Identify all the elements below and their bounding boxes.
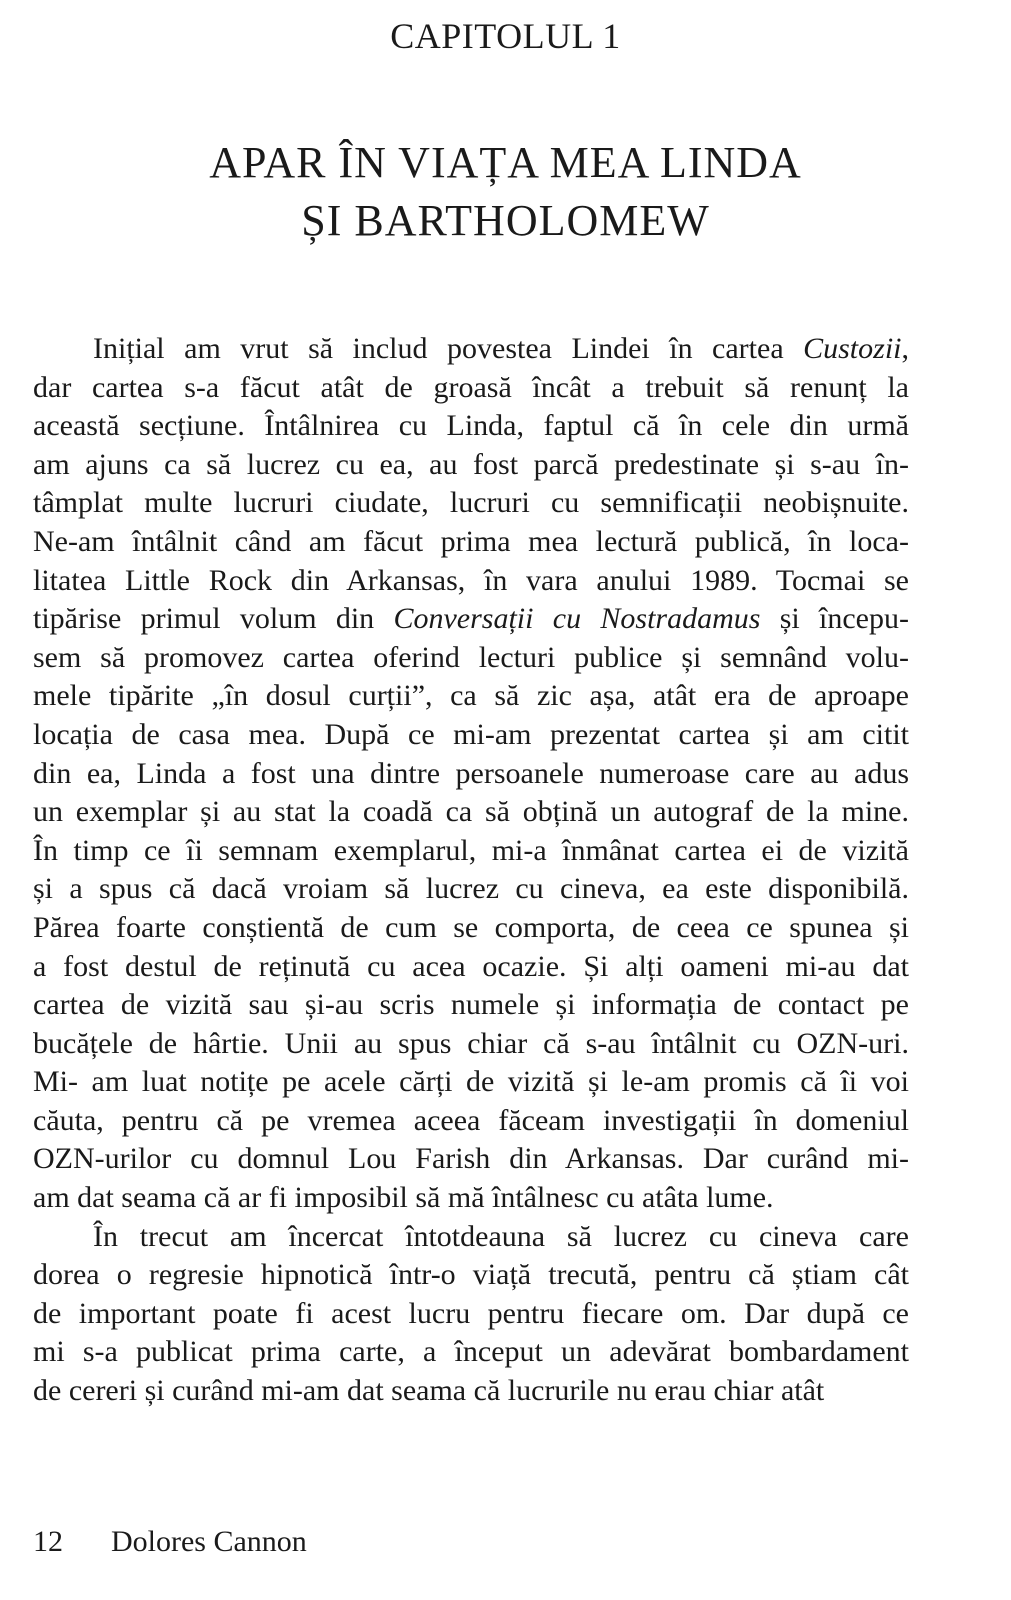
- text-segment: de important poate fi acest lucru pentru fiecare om. Dar după ce: [33, 1296, 909, 1330]
- page-footer: [33, 1524, 307, 1560]
- text-line: [33, 716, 909, 755]
- text-line: [33, 1333, 909, 1372]
- text-segment: a fost destul de reținută cu acea ocazie. Și alți oameni mi-au dat: [33, 949, 909, 983]
- book-title: Custozii: [803, 332, 902, 365]
- text-segment: de cereri și curând mi-am dat seama că lucrurile nu erau chiar atât: [33, 1374, 825, 1408]
- text-line: [33, 948, 909, 987]
- text-segment: mi s-a publicat prima carte, a început un adevărat bombardament: [33, 1335, 909, 1369]
- text-segment: mele tipărite „în dosul curții”, ca să zic așa, atât era de aproape: [33, 679, 909, 713]
- chapter-label: CAPITOLUL 1: [390, 16, 621, 56]
- text-line: [33, 832, 909, 871]
- book-title: Conversații cu Nostradamus: [393, 602, 761, 636]
- text-segment: locația de casa mea. După ce mi-am prezentat cartea și am citit: [33, 717, 909, 751]
- text-line: [33, 1063, 909, 1102]
- text-line: [33, 1102, 909, 1141]
- text-line: [33, 870, 909, 909]
- text-line: [33, 1256, 909, 1295]
- text-line: [33, 793, 909, 832]
- text-segment: cartea de vizită sau și-au scris numele și informația de contact pe: [33, 988, 909, 1022]
- text-line: [33, 600, 909, 639]
- text-line: [33, 407, 909, 446]
- text-segment: am dat seama că ar fi imposibil să mă întâlnesc cu atâta lume.: [33, 1181, 774, 1215]
- text-segment: și începu-: [760, 602, 909, 636]
- text-line: [33, 446, 909, 485]
- text-line: [33, 1179, 909, 1218]
- text-segment: această secțiune. Întâlnirea cu Linda, faptul că în cele din urmă: [33, 409, 909, 443]
- text-line: [33, 1372, 909, 1411]
- text-line: [33, 677, 909, 716]
- text-segment: Ne-am întâlnit când am făcut prima mea lectură publică, în loca-: [33, 524, 909, 558]
- text-line: [33, 562, 909, 601]
- text-segment: În trecut am încercat întotdeauna să lucrez cu cineva care: [93, 1219, 909, 1253]
- text-segment: sem să promovez cartea oferind lecturi publice și semnând volu-: [33, 640, 909, 674]
- paragraph: [33, 330, 909, 1218]
- text-segment: bucățele de hârtie. Unii au spus chiar că s-au întâlnit cu OZN-uri.: [33, 1026, 909, 1060]
- text-segment: tâmplat multe lucruri ciudate, lucruri cu semnificații neobișnuite.: [33, 486, 909, 520]
- text-segment: și a spus că dacă vroiam să lucrez cu cineva, ea este disponibilă.: [33, 872, 909, 906]
- text-segment: am ajuns ca să lucrez cu ea, au fost parcă predestinate și s-au în-: [33, 447, 909, 481]
- text-segment: din ea, Linda a fost una dintre persoanele numeroase care au adus: [33, 756, 909, 790]
- text-line: [33, 755, 909, 794]
- text-segment: OZN-urilor cu domnul Lou Farish din Arkansas. Dar curând mi-: [33, 1142, 909, 1176]
- text-line: [33, 1295, 909, 1334]
- text-segment: dar cartea s-a făcut atât de groasă încât a trebuit să renunț la: [33, 370, 909, 404]
- chapter-title-line-2: ȘI BARTHOLOMEW: [301, 196, 710, 245]
- page-number: 12: [33, 1525, 63, 1558]
- text-segment: un exemplar și au stat la coadă ca să obțină un autograf de la mine.: [33, 795, 909, 829]
- text-line: [33, 330, 909, 369]
- text-segment: Părea foarte conștientă de cum se comporta, de ceea ce spunea și: [33, 910, 909, 944]
- text-line: [33, 909, 909, 948]
- text-segment: litatea Little Rock din Arkansas, în vara anului 1989. Tocmai se: [33, 563, 909, 597]
- text-segment: Mi- am luat notițe pe acele cărți de vizită și le-am promis că îi voi: [33, 1065, 909, 1099]
- text-segment: căuta, pentru că pe vremea aceea făceam investigații în domeniul: [33, 1103, 909, 1137]
- text-segment: Inițial am vrut să includ povestea Lindei în cartea: [93, 332, 804, 365]
- text-segment: În timp ce îi semnam exemplarul, mi-a înmânat cartea ei de vizită: [33, 833, 909, 867]
- paragraph: [33, 1218, 909, 1411]
- text-segment: ,: [901, 332, 909, 365]
- text-line: [33, 523, 909, 562]
- text-line: [33, 1218, 909, 1257]
- text-line: [33, 369, 909, 408]
- chapter-title: [0, 134, 1011, 250]
- text-line: [33, 1140, 909, 1179]
- text-segment: tipărise primul volum din: [33, 602, 394, 636]
- text-line: [33, 639, 909, 678]
- text-line: [33, 1025, 909, 1064]
- text-line: [33, 986, 909, 1025]
- footer-author: Dolores Cannon: [111, 1525, 307, 1558]
- text-segment: dorea o regresie hipnotică într-o viață trecută, pentru că știam cât: [33, 1258, 909, 1292]
- chapter-title-line-1: APAR ÎN VIAȚA MEA LINDA: [209, 138, 802, 187]
- text-line: [33, 484, 909, 523]
- body-text: [33, 330, 909, 1411]
